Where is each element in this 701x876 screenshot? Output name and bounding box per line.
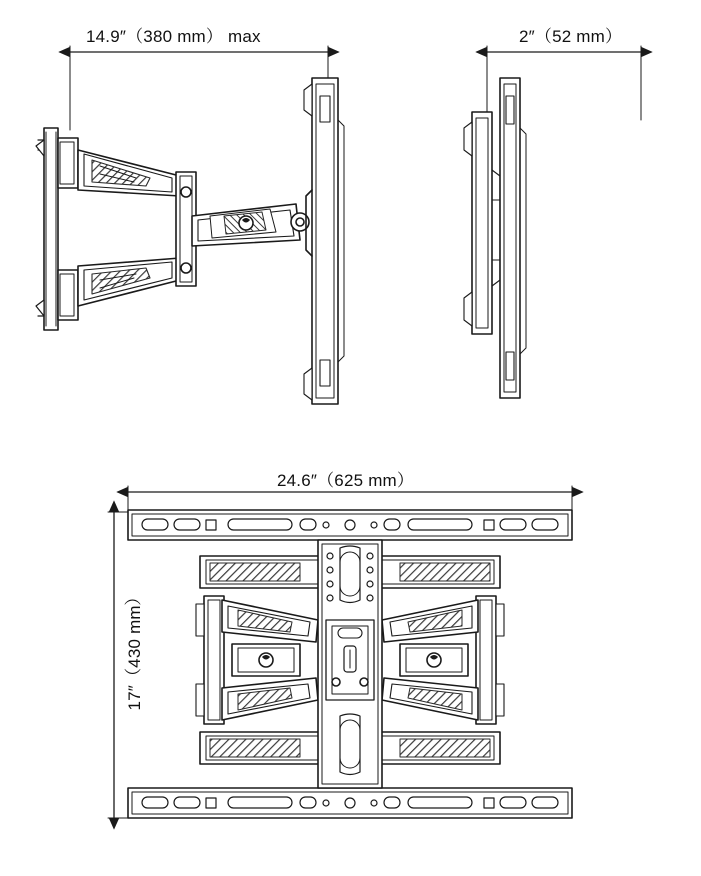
left-upper-arm — [222, 600, 318, 642]
bottom-rail — [128, 788, 572, 818]
left-side-plate — [196, 596, 224, 724]
top-rail — [128, 510, 572, 540]
left-lower-arm — [222, 678, 318, 720]
right-upper-arm — [382, 600, 478, 642]
right-side-plate — [476, 596, 504, 724]
side-tv-rail — [500, 78, 526, 398]
upper-arm — [78, 150, 180, 196]
right-lower-arm — [382, 678, 478, 720]
center-spine — [318, 540, 382, 788]
rear-folded-view — [108, 486, 572, 818]
dimension-label-extension-depth: 14.9″（380 mm） max — [86, 27, 261, 46]
right-joint-pad — [400, 644, 468, 676]
wall-plate — [36, 128, 78, 330]
dimension-extension-depth — [70, 46, 328, 130]
side-profile-view — [464, 46, 641, 398]
side-wall-rail — [464, 112, 504, 334]
left-joint-pad — [232, 644, 300, 676]
front-extended-view — [36, 46, 344, 404]
dimension-label-overall-height: 17″（430 mm） — [125, 588, 144, 711]
dimension-label-profile-depth: 2″（52 mm） — [519, 27, 623, 46]
dimension-label-overall-width: 24.6″（625 mm） — [277, 471, 415, 490]
extension-arm — [192, 204, 309, 246]
tv-plate — [304, 78, 344, 404]
lower-arm — [78, 258, 180, 306]
